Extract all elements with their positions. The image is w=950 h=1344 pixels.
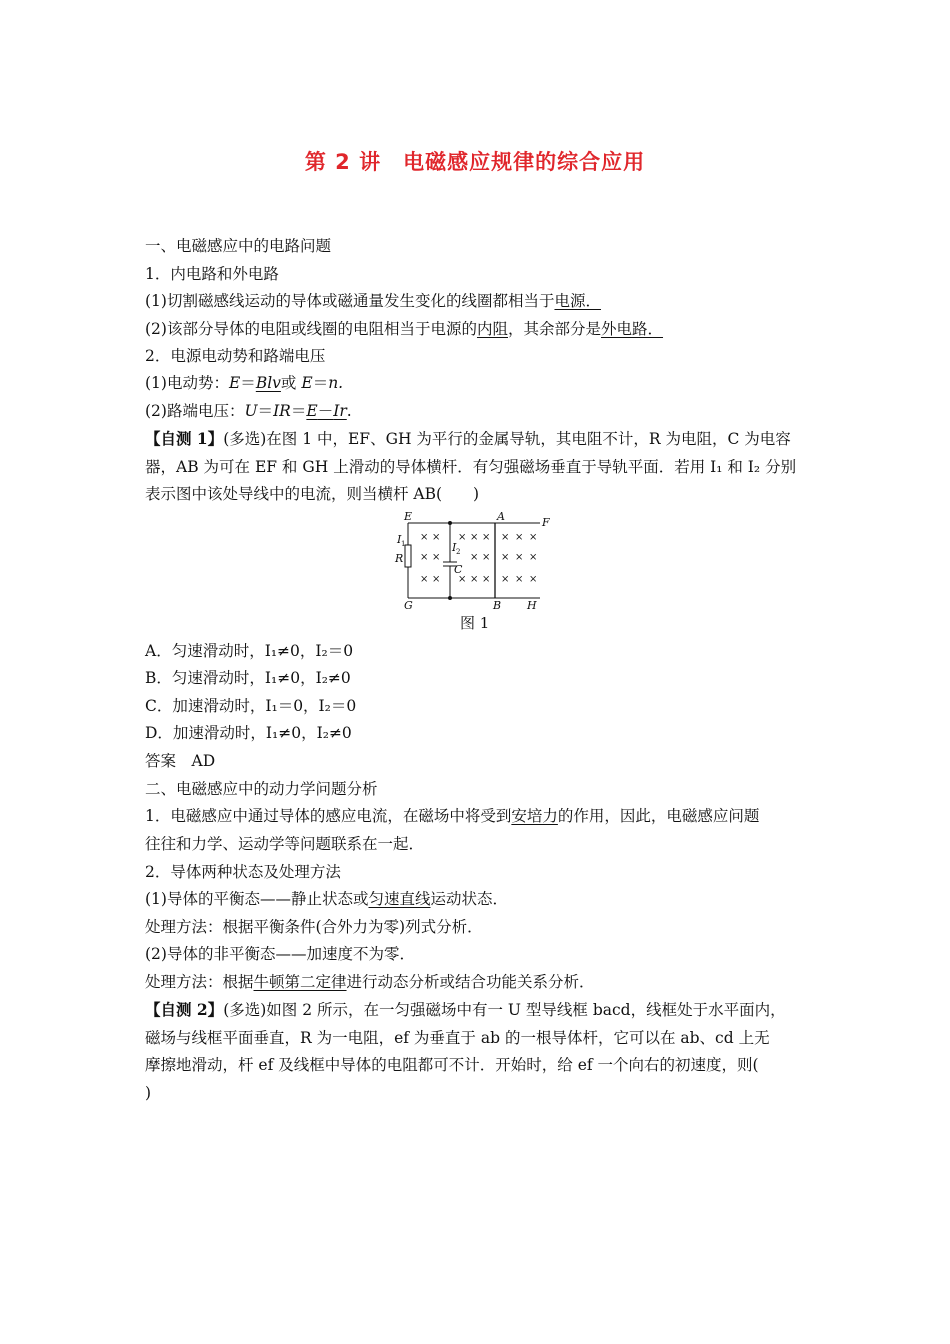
text: 运动状态．	[430, 890, 508, 908]
text: (1)切割磁感线运动的导体或磁通量发生变化的线圈都相当于	[145, 292, 555, 310]
self-test-2-line-2: 磁场与线框平面垂直，R 为一电阻，ef 为垂直于 ab 的一根导体杆，它可以在 ab、cd 上无	[145, 1029, 770, 1047]
paragraph-1-1-1	[145, 291, 601, 311]
svg-text:×: ×	[420, 552, 429, 563]
svg-text:×: ×	[432, 574, 441, 585]
blank-answer: 牛顿第二定律	[253, 973, 347, 991]
blank-answer: 安培力	[511, 807, 558, 825]
option-c: C．加速滑动时，I₁＝0，I₂＝0	[145, 697, 357, 715]
svg-text:×: ×	[432, 532, 441, 543]
svg-text:×: ×	[501, 532, 510, 543]
svg-text:×: ×	[482, 574, 491, 585]
paragraph-2-1-cont: 往往和力学、运动学等问题联系在一起．	[145, 835, 425, 853]
svg-text:×: ×	[515, 532, 524, 543]
svg-text:×: ×	[515, 552, 524, 563]
svg-text:×: ×	[482, 532, 491, 543]
svg-text:×: ×	[470, 552, 479, 563]
text: .	[346, 402, 352, 420]
svg-text:×: ×	[529, 574, 538, 585]
svg-text:×: ×	[529, 532, 538, 543]
blank-answer: 匀速直线	[368, 890, 431, 908]
self-test-1-line-2: 器，AB 为可在 EF 和 GH 上滑动的导体横杆．有匀强磁场垂直于导轨平面．若用 I₁ 和 I₂ 分别	[145, 458, 797, 476]
svg-text:×: ×	[482, 552, 491, 563]
label-A: A	[497, 510, 505, 523]
text: 处理方法：根据	[145, 973, 254, 991]
svg-text:×: ×	[529, 552, 538, 563]
blank-answer: E－Ir	[306, 402, 347, 420]
text: (1)导体的平衡态——静止状态或	[145, 890, 369, 908]
svg-text:×: ×	[432, 552, 441, 563]
self-test-tag: 【自测 1】	[145, 429, 224, 448]
symbol-U: U	[244, 402, 258, 420]
equals: ＝	[290, 402, 307, 420]
text: (2)该部分导体的电阻或线圈的电阻相当于电源的	[145, 320, 477, 338]
self-test-tag: 【自测 2】	[145, 1000, 224, 1019]
method-1: 处理方法：根据平衡条件(合外力为零)列式分析．	[145, 918, 483, 936]
svg-text:×: ×	[458, 532, 467, 543]
label-R: R	[395, 552, 404, 565]
text: 1．电磁感应中通过导体的感应电流，在磁场中将受到	[145, 807, 512, 825]
svg-text:×: ×	[470, 532, 479, 543]
blank-answer: 电源．	[554, 292, 601, 310]
blank-answer: 内阻	[476, 320, 508, 338]
text: (1)电动势：	[145, 374, 229, 392]
subsection-1-1: 1．内电路和外电路	[145, 265, 279, 283]
blank-answer: Blv	[255, 374, 281, 392]
svg-text:1: 1	[401, 540, 406, 548]
figure-caption: 图 1	[460, 614, 490, 632]
svg-text:×: ×	[420, 532, 429, 543]
label-B: B	[493, 599, 502, 610]
symbol-E: E	[228, 374, 241, 392]
state-non-equilibrium: (2)导体的非平衡态——加速度不为零．	[145, 945, 415, 963]
svg-text:×: ×	[420, 574, 429, 585]
text: 进行动态分析或结合功能关系分析．	[346, 973, 595, 991]
svg-text:×: ×	[501, 552, 510, 563]
equals: ＝	[257, 402, 274, 420]
self-test-1-line-3: 表示图中该处导线中的电流，则当横杆 AB( )	[145, 485, 480, 503]
label-I2: I	[452, 541, 457, 554]
circuit-figure-1	[390, 510, 560, 610]
svg-text:×: ×	[501, 574, 510, 585]
formula-terminal-voltage	[145, 401, 352, 421]
label-H: H	[527, 599, 537, 610]
page-title: 第 2 讲 电磁感应规律的综合应用	[304, 150, 646, 174]
text: ，其余部分是	[507, 320, 601, 338]
svg-text:×: ×	[470, 574, 479, 585]
text: (2)路端电压：	[145, 402, 245, 420]
self-test-2-line-1	[145, 1000, 786, 1020]
symbol-IR: IR	[273, 402, 291, 420]
equals: ＝	[240, 374, 256, 392]
subsection-2-2: 2．导体两种状态及处理方法	[145, 863, 341, 881]
text: (多选)如图 2 所示，在一匀强磁场中有一 U 型导线框 bacd，线框处于水平面内，	[223, 1001, 786, 1019]
label-E: E	[404, 510, 413, 523]
symbol-n: n.	[328, 374, 344, 392]
label-I1: I	[397, 533, 402, 546]
formula-emf	[145, 373, 343, 393]
self-test-2-line-3: 摩擦地滑动，杆 ef 及线框中导体的电阻都可不计．开始时，给 ef 一个向右的初速度，则(	[145, 1056, 759, 1074]
section-2-heading: 二、电磁感应中的动力学问题分析	[145, 780, 378, 798]
option-d: D．加速滑动时，I₁≠0，I₂≠0	[145, 724, 352, 742]
svg-text:2: 2	[456, 548, 461, 556]
section-1-heading: 一、电磁感应中的电路问题	[145, 237, 332, 255]
text: 或	[280, 374, 302, 392]
label-G: G	[404, 599, 413, 610]
option-b: B．匀速滑动时，I₁≠0，I₂≠0	[145, 669, 351, 687]
paragraph-1-1-2	[145, 319, 663, 339]
svg-text:×: ×	[515, 574, 524, 585]
subsection-1-2: 2．电源电动势和路端电压	[145, 347, 326, 365]
text: 的作用，因此，电磁感应问题	[557, 807, 760, 825]
symbol-E: E	[301, 374, 313, 392]
text: (多选)在图 1 中，EF、GH 为平行的金属导轨，其电阻不计，R 为电阻，C 为电容	[223, 430, 791, 448]
answer: 答案 AD	[145, 752, 216, 770]
blank-answer: 外电路．	[601, 320, 664, 338]
label-F: F	[542, 516, 550, 529]
self-test-1-line-1	[145, 429, 791, 449]
equals: ＝	[312, 374, 329, 392]
self-test-2-line-4: )	[145, 1084, 152, 1102]
method-2	[145, 972, 595, 992]
option-a: A．匀速滑动时，I₁≠0，I₂＝0	[145, 642, 354, 660]
paragraph-2-1	[145, 806, 759, 826]
label-C: C	[454, 563, 463, 576]
svg-text:×: ×	[458, 574, 467, 585]
state-equilibrium	[145, 889, 508, 909]
